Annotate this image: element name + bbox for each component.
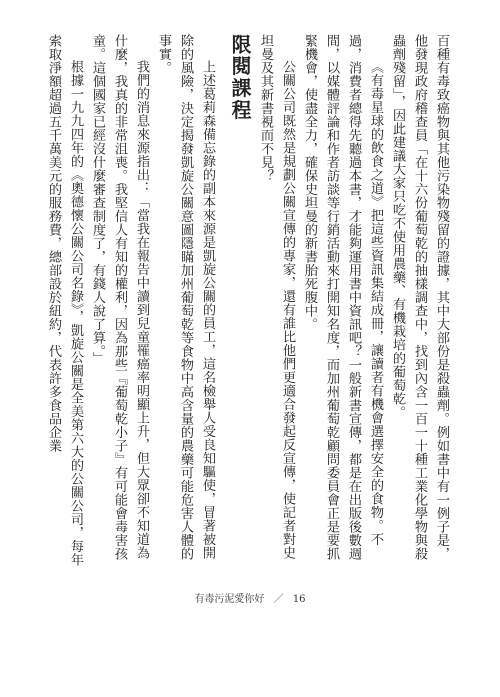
paragraph: 公關公司既然是規劃公關宣傳的專家，還有誰比他們更適合發起反宣傳，使記者對史坦曼及其新書視而不見？ — [258, 34, 295, 560]
paragraph: 根據一九九四年的《奧德懷公關公司名錄》，凱旋公關是全美第六大的公關公司，每年索取淨額超過五千萬美元的服務費，總部設於紐約，代表許多食品企業 — [46, 34, 83, 567]
paragraph: 《有毒星球的飲食之道》把這些資訊集結成冊，讓讀者有機會選擇安全的食物。不過，消費者總得先聽過本書，才能夠運用書中資訊吧？一般新書宣傳，都是在出版後數週間，以媒體評論和作者訪談等行銷活動來打開知名度，而加州葡萄乾顧問委員會正是要抓緊機會，使盡全力，確保史坦曼的新書胎死腹中。 — [302, 34, 383, 561]
footer-separator: ／ — [273, 594, 284, 605]
page-footer — [0, 590, 500, 605]
paragraph: 上述葛莉森備忘錄的副本來源是凱旋公關的員工，這名檢舉人受良知驅使，冒著被開除的風險，決定揭發凱旋公關意圖隱瞞加州葡萄乾等食物中高含量的農藥可能危害人體的事實。 — [156, 34, 215, 561]
paragraph-continuation: 百種有毒致癌物與其他污染物殘留的證據，其中大部份是殺蟲劑。例如書中有一例子是，他發現政府稽查員「在十六份葡萄乾的抽樣調查中，找到內含一百一十種工業化學物與殺蟲劑殘留」，因此建議大家只吃不使用農藥、有機栽培的葡萄乾。 — [390, 34, 449, 561]
page-number: 16 — [292, 594, 306, 605]
section-heading: 限閱課程 — [228, 34, 251, 122]
footer-book-title: 有毒污泥愛你好 — [194, 594, 265, 605]
vertical-text-body — [42, 34, 452, 569]
paragraph: 我們的消息來源指出：「當我在報告中讀到兒童罹癌率明顯上升，但大眾卻不知道為什麼，我真的非常沮喪。我堅信人有知的權利，因為那些『葡萄乾小子』有可能會毒害孩童。這個國家已經沒什麼審查制度了，有錢人說了算。」 — [90, 34, 149, 561]
